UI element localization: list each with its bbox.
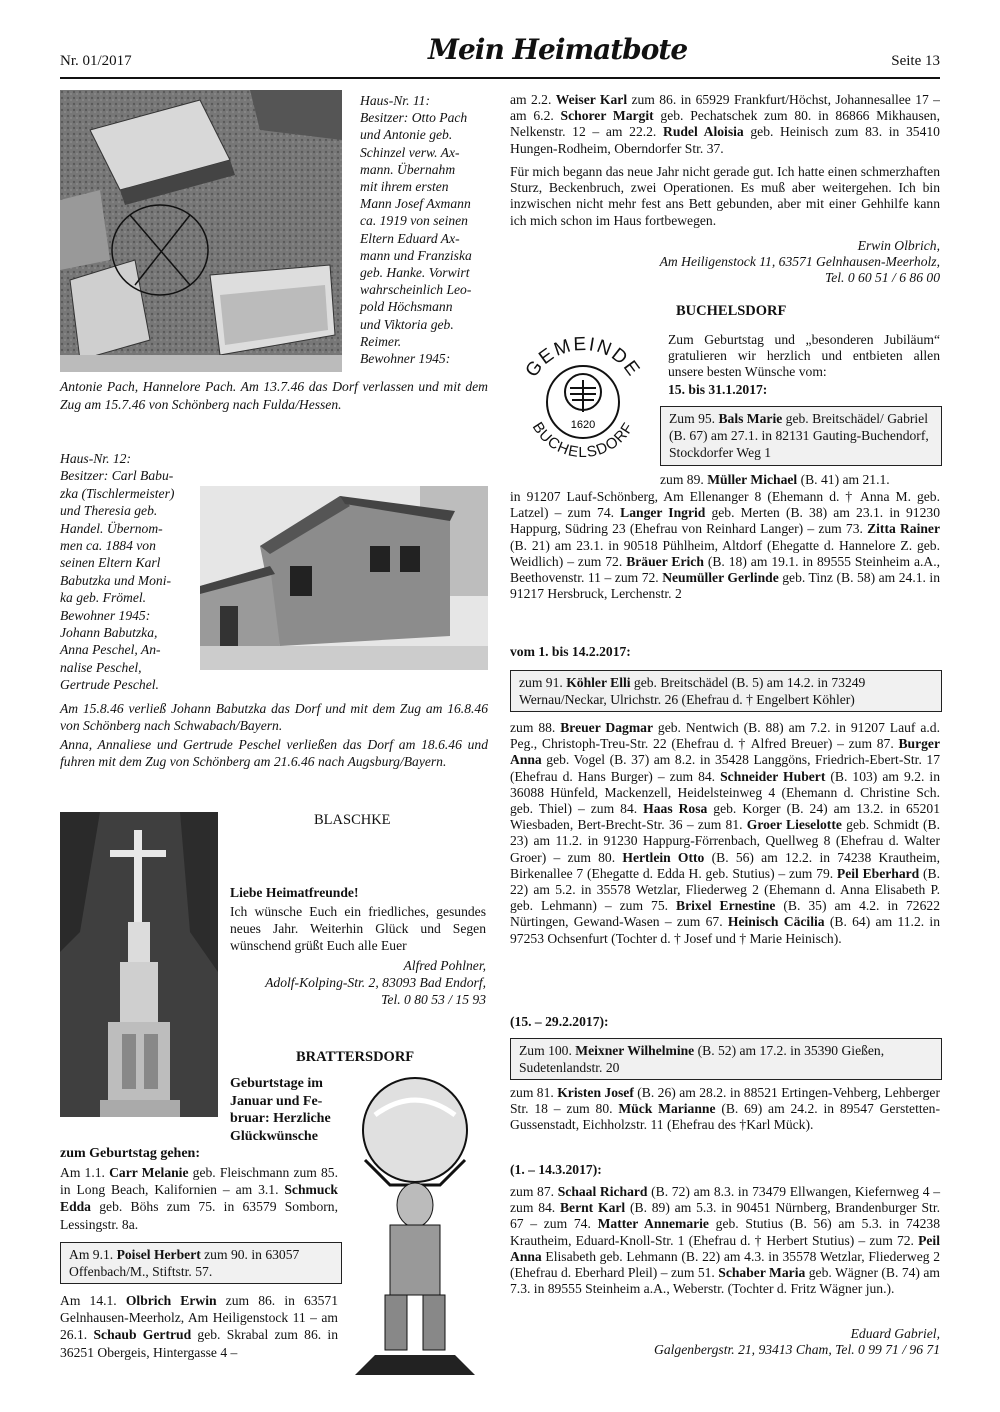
person-name: Schneider Hubert <box>720 768 826 784</box>
blaschke-heading: BLASCHKE <box>314 812 391 828</box>
brattersdorf-continued: am 2.2. Weiser Karl zum 86. in 65929 Frankfurt/Höchst, Johannesallee 17 – am 6.2. Schorer Margit geb. Pechatschek zum 80. in 86866 Mikhausen, Nelkenstr. 12 – am 22.2. Rudel Aloisia geb. Heinisch zum 83. in 35410 Hungen-Rodheim, Oberndorfer Str. 37. <box>510 92 940 156</box>
house12-caption: Haus-Nr. 12: Besitzer: Carl Babu- zka (Tischlermeister) und Theresia geb. Handel. Übernom- men ca. 1884 von seinen Eltern Karl Babutzka und Moni- ka geb. Frömel. Bewohner 1945: Johann Babutzka, Anna Peschel, An- nalise Peschel, Gertrude Peschel. <box>60 451 175 693</box>
person-name: Bernt Karl <box>559 1200 626 1216</box>
buchelsdorf-intro: Zum Geburtstag und „besonderen Jubiläum“ gratulieren wir herzlich und entbieten allen unsere besten Wünsche vom: <box>668 332 940 380</box>
buchelsdorf-range-1: 15. bis 31.1.2017: <box>668 382 768 397</box>
person-name: Bals Marie <box>718 411 783 426</box>
gabriel-signature: Eduard Gabriel, Galgenbergstr. 21, 93413 Cham, Tel. 0 99 71 / 96 71 <box>654 1326 940 1358</box>
buchelsdorf-entry-3: zum 81. Kristen Josef (B. 26) am 28.2. in 88521 Ertingen-Vehberg, Lehberger Str. 18 – zum 80. Mück Marianne (B. 69) am 24.2. in 89547 Gerstetten-Gussenstadt, Eichholzstr. 11 (Ehefrau des †Karl Mück). <box>510 1085 940 1133</box>
blaschke-text: Ich wünsche Euch ein friedliches, gesundes neues Jahr. Weiterhin Glück und Segen wünschend grüßt Euch alle Euer <box>230 904 486 953</box>
person-name: Rudel Aloisia <box>663 124 744 140</box>
brattersdorf-subheading-end: zum Geburtstag gehen: <box>60 1146 200 1161</box>
person-name: Breuer Dagmar <box>560 720 653 735</box>
person-name: Peil Eberhard <box>836 865 920 881</box>
blaschke-greeting: Liebe Heimatfreunde! <box>230 885 359 900</box>
person-name: Köhler Elli <box>566 675 631 690</box>
buchelsdorf-range-2: vom 1. bis 14.2.2017: <box>510 644 631 659</box>
blaschke-signature: Alfred Pohlner, Adolf-Kolping-Str. 2, 83093 Bad Endorf, Tel. 0 80 53 / 15 93 <box>265 958 486 1007</box>
person-name: Peil Anna <box>510 1232 940 1264</box>
olbrich-signature: Erwin Olbrich, Am Heiligenstock 11, 63571 Gelnhausen-Meerholz, Tel. 0 60 51 / 6 86 00 <box>659 238 940 286</box>
person-name: Schaal Richard <box>557 1184 648 1199</box>
page-number: Seite 13 <box>891 53 940 69</box>
house12-residents-2: Anna, Annaliese und Gertrude Peschel verließen das Dorf am 18.6.46 und fuhren mit dem Zug von Schönberg am 21.6.46 nach Augsburg/Bayern. <box>60 737 488 770</box>
aerial-photo <box>60 90 342 372</box>
masthead-logo: Mein Heimatbote <box>428 33 688 66</box>
person-name: Brixel Ernestine <box>676 898 776 914</box>
stamp-top-text: GEMEINDE <box>521 333 645 382</box>
person-name: Matter Annemarie <box>597 1216 709 1232</box>
person-name: Groer Lieselotte <box>746 817 842 833</box>
person-name: Haas Rosa <box>643 801 708 817</box>
crucifix-photo <box>60 812 218 1117</box>
buchelsdorf-heading: BUCHELSDORF <box>676 303 787 319</box>
buchelsdorf-box-1: Zum 95. Bals Marie geb. Breitschädel/ Gabriel (B. 67) am 27.1. in 82131 Gauting-Buchendorf, Stockdorfer Weg 1 <box>660 406 942 466</box>
buchelsdorf-box-2: zum 91. Köhler Elli geb. Breitschädel (B. 5) am 14.2. in 73249 Wernau/Neckar, Ulrichstr. 26 (Ehefrau d. † Engelbert Köhler) <box>510 670 942 712</box>
person-name: Meixner Wilhelmine <box>575 1043 695 1058</box>
buchelsdorf-entry-4: zum 87. Schaal Richard (B. 72) am 8.3. in 73479 Ellwangen, Kiefernweg 4 – zum 84. Bernt Karl (B. 89) am 5.3. in 90451 Nürnberg, Brandenburger Str. 67 – zum 74. Matter Annemarie geb. Stutius (B. 56) am 5.3. in 74238 Krautheim, Eduard-Knoll-Str. 1 (Ehefrau d. † Herbert Stutius) – zum 72. Peil Anna Elisabeth geb. Lehmann (B. 22) am 4.3. in 35578 Wetzlar, Fliederweg 2 (Ehefrau d. Eberhard Pleil) – zum 51. Schaber Maria geb. Wägner (B. 74) am 7.3. in 89555 Steinheim a.A., Weberstr. (Tochter d. Fritz Wägner jun.). <box>510 1184 941 1297</box>
brattersdorf-entry-1: Am 1.1. Carr Melanie geb. Fleischmann zum 85. in Long Beach, Kalifornien – am 3.1. Schmuck Edda geb. Böhs zum 75. in 63579 Somborn, Lessingstr. 8a. <box>60 1165 338 1232</box>
house11-residents: Antonie Pach, Hannelore Pach. Am 13.7.46 das Dorf verlassen und mit dem Zug am 15.7.46 von Schönberg nach Fulda/Hessen. <box>60 379 488 412</box>
person-name: Kristen Josef <box>557 1085 634 1100</box>
olbrich-letter: Für mich begann das neue Jahr nicht gerade gut. Ich hatte einen schmerzhaften Sturz, Beckenbruch, zwei Operationen. Es muß aber weitergehen. Ich bin inzwischen nicht mehr fest ans Bett gebunden, aber mit einer Gehhilfe kann ich mich schon im Haus fortbewegen. <box>510 164 940 228</box>
buchelsdorf-box-3: Zum 100. Meixner Wilhelmine (B. 52) am 17.2. in 35390 Gießen, Sudetenlandstr. 20 <box>510 1038 942 1080</box>
brattersdorf-heading: BRATTERSDORF <box>296 1049 415 1065</box>
brattersdorf-entry-2: Am 14.1. Olbrich Erwin zum 86. in 63571 Gelnhausen-Meerholz, Am Heiligenstock 11 – am 26.1. Schaub Gertrud geb. Skrabal zum 86. in 36251 Obergeis, Hintergasse 4 – <box>60 1293 339 1360</box>
stamp-year: 1620 <box>570 419 596 431</box>
atlas-statue-drawing <box>345 1075 485 1375</box>
buchelsdorf-stamp <box>508 330 658 470</box>
person-name: Bräuer Erich <box>626 553 704 569</box>
house12-residents-1: Am 15.8.46 verließ Johann Babutzka das Dorf und mit dem Zug am 16.8.46 von Schönberg nach Schwabach/Bayern. <box>60 701 488 734</box>
buchelsdorf-entry-1a: zum 89. Müller Michael (B. 41) am 21.1. <box>660 472 890 487</box>
person-name: Mück Marianne <box>618 1101 716 1117</box>
buchelsdorf-range-4: (1. – 14.3.2017): <box>510 1162 602 1177</box>
buchelsdorf-entry-2: zum 88. Breuer Dagmar geb. Nentwich (B. 88) am 7.2. in 91207 Lauf a.d. Peg., Christoph-Treu-Str. 22 (Ehefrau d. † Alfred Breuer) – zum 87. Burger Anna geb. Vogel (B. 37) am 8.2. in 35428 Langgöns, Friedrich-Ebert-Str. 17 (Ehefrau d. Hans Burger) – zum 84. Schneider Hubert (B. 103) am 9.2. in 36088 Hünfeld, Mackenzell, Heidelsteinweg 4 (Ehemann d. Christine Sch. geb. Thiel) – zum 84. Haas Rosa geb. Korger (B. 24) am 13.2. in 65201 Wiesbaden, Bert-Brecht-Str. 36 – zum 81. Groer Lieselotte geb. Schmidt (B. 23) am 11.2. in 91230 Happurg-Förrenbach, Quellweg 8 (Ehefrau d. Walter Groer) – zum 80. Hertlein Otto (B. 56) am 12.2. in 74238 Krautheim, Birkenallee 7 (Ehegatte d. Edda H. geb. Stutius) – zum 79. Peil Eberhard (B. 22) am 5.2. in 35578 Wetzlar, Fliederweg 2 (Ehemann d. Anna Elisabeth P. geb. Lehmann) – zum 75. Brixel Ernestine (B. 35) am 4.2. in 72622 Nürtingen, Gewand-Wasen – zum 67. Heinisch Cäcilia (B. 64) am 11.2. in 97253 Ochsenfurt (Tochter d. † Josef und † Marie Heinisch). <box>510 720 941 946</box>
person-name: Neumüller Gerlinde <box>662 570 779 586</box>
house12-photo <box>200 486 488 670</box>
person-name: Schaber Maria <box>718 1265 806 1281</box>
person-name: Burger Anna <box>510 736 940 768</box>
brattersdorf-highlight-box: Am 9.1. Poisel Herbert zum 90. in 63057 Offenbach/M., Stiftstr. 57. <box>60 1242 342 1284</box>
house11-caption: Haus-Nr. 11: Besitzer: Otto Pach und Antonie geb. Schinzel verw. Ax- mann. Übernahm mit ihrem ersten Mann Josef Axmann ca. 1919 von seinen Eltern Eduard Ax- mann und Franziska geb. Hanke. Vorwirt wahrscheinlich Leo- pold Höchsmann und Viktoria geb. Reimer. Bewohner 1945: <box>360 93 472 367</box>
brattersdorf-subheading: Geburtstage im Januar und Fe- bruar: Herzliche Glückwünsche <box>230 1076 331 1144</box>
person-name: Müller Michael <box>707 472 798 487</box>
buchelsdorf-range-3: (15. – 29.2.2017): <box>510 1014 609 1029</box>
person-name: Hertlein Otto <box>622 849 705 865</box>
person-name: Langer Ingrid <box>620 505 706 521</box>
person-name: Zitta Rainer <box>867 521 940 537</box>
header-rule <box>60 77 940 79</box>
person-name: Heinisch Cäcilia <box>727 914 825 930</box>
buchelsdorf-entry-1b: in 91207 Lauf-Schönberg, Am Ellenanger 8 (Ehemann d. † Anna M. geb. Latzel) – zum 74. Langer Ingrid geb. Merten (B. 38) am 23.1. in 91230 Happurg, Südring 23 (Ehefrau von Reinhard Langer) – zum 73. Zitta Rainer (B. 21) am 23.1. in 90518 Pühlheim, Altdorf (Ehegatte d. Hannelore Z. geb. Weidlich) – zum 72. Bräuer Erich (B. 18) am 19.1. in 89555 Steinheim a.A., Beethovenstr. 11 – zum 72. Neumüller Gerlinde geb. Tinz (B. 58) am 24.1. in 91217 Hersbruck, Lerchenstr. 2 <box>510 489 941 602</box>
person-name: Weiser Karl <box>555 92 628 107</box>
stamp-bottom-text: BUCHELSDORF <box>528 419 638 462</box>
person-name: Schorer Margit <box>560 108 654 124</box>
issue-number: Nr. 01/2017 <box>60 53 132 69</box>
